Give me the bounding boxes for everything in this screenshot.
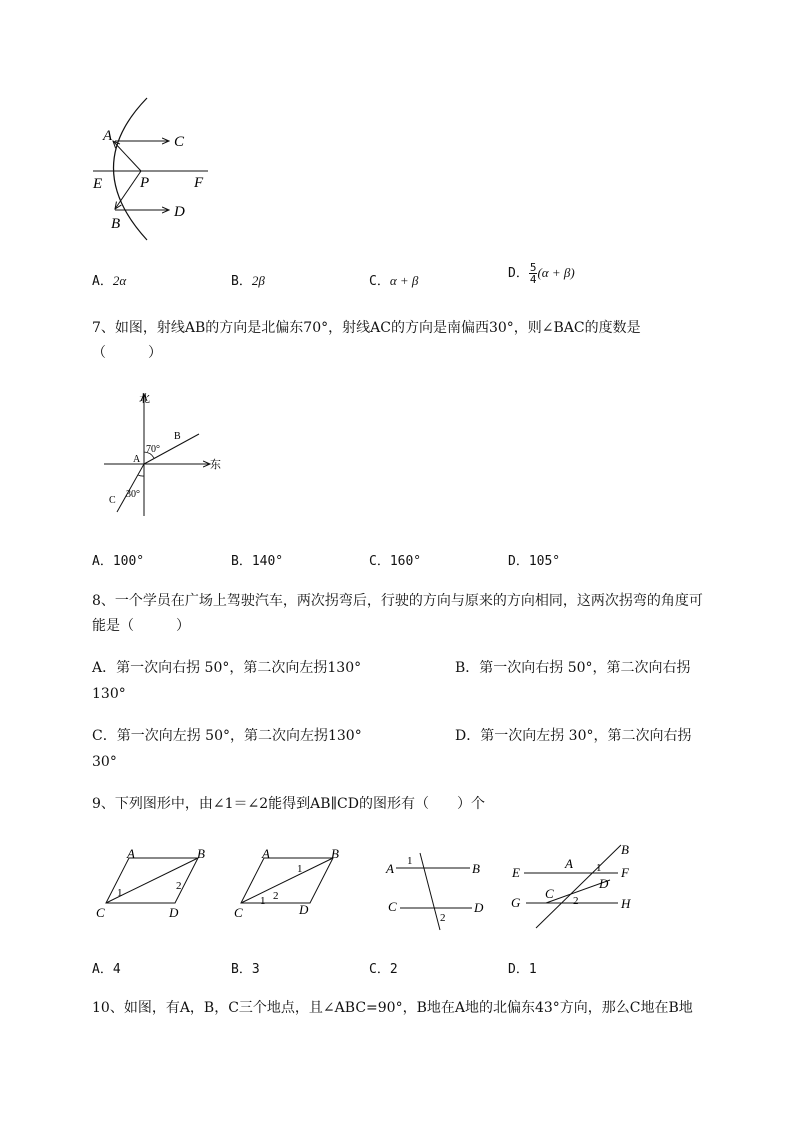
q9-option-b: B．3 [231, 962, 260, 977]
figure-q9-1 [92, 848, 217, 923]
label-30: 30° [126, 489, 140, 500]
q8-option-c: C．第一次向左拐 50°，第二次向左拐130° [92, 728, 362, 744]
label-G: G [511, 895, 521, 910]
q10-stem: 10、如图，有A，B，C三个地点，且∠ABC=90°，B地在A地的北偏东43°方向，那么C地在B地 [92, 1000, 693, 1016]
q7-option-a: A．100° [92, 554, 145, 569]
fraction-numerator: 5 [529, 261, 537, 274]
label-B: B [197, 848, 205, 861]
q7-stem-line2: （ ） [92, 345, 162, 361]
option-expr: 2α [112, 273, 127, 288]
label-north: 北 [139, 393, 150, 405]
label-D: D [169, 905, 179, 920]
label-F: F [194, 175, 204, 191]
label-P: P [140, 175, 150, 191]
label-2: 2 [176, 880, 182, 892]
q6-option-b [231, 270, 265, 289]
label-A: A [262, 848, 270, 861]
q9-option-d: D．1 [508, 962, 537, 977]
label-A: A [127, 848, 135, 861]
label-east: 东 [210, 459, 221, 471]
q8-option-b-line1: B．第一次向右拐 50°，第二次向右拐 [455, 660, 691, 676]
label-2: 2 [273, 890, 279, 902]
label-D: D [174, 204, 185, 220]
option-prefix: B． [231, 274, 252, 289]
q7-option-b: B．140° [231, 554, 284, 569]
q6-option-d [508, 262, 575, 285]
q9-option-a: A．4 [92, 962, 121, 977]
label-2: 2 [440, 912, 446, 924]
label-2: 2 [573, 895, 579, 907]
q8-option-b-line2: 130° [92, 686, 126, 702]
label-E: E [512, 865, 520, 880]
q8-stem-line2: 能是（ ） [92, 618, 190, 634]
label-B: B [331, 848, 339, 861]
option-expr: (α + β) [537, 265, 575, 280]
label-B: B [111, 216, 121, 232]
label-D: D [299, 902, 309, 917]
q7-option-d: D．105° [508, 554, 561, 569]
label-C: C [96, 905, 105, 920]
q8-option-d-line1: D．第一次向左拐 30°，第二次向右拐 [455, 728, 692, 744]
figure-q6-reflection [85, 95, 215, 245]
q7-stem-line1: 7、如图，射线AB的方向是北偏东70°，射线AC的方向是南偏西30°，则∠BAC的度数是 [92, 320, 641, 336]
q7-option-c: C．160° [369, 554, 422, 569]
figure-q9-4 [508, 840, 638, 930]
transversal [420, 853, 440, 930]
diagonal-CB [241, 858, 333, 903]
q6-option-a [92, 270, 126, 289]
label-1: 1 [117, 887, 123, 899]
label-1: 1 [407, 855, 413, 867]
label-C: C [545, 886, 554, 901]
label-70: 70° [146, 444, 160, 455]
label-1b: 1 [260, 895, 266, 907]
option-prefix: D． [508, 266, 529, 281]
ray-AC [117, 464, 144, 512]
label-C: C [388, 899, 397, 914]
label-C: C [174, 134, 185, 150]
figure-q9-2 [232, 848, 357, 923]
ray-PB [115, 171, 141, 209]
figure-q7-directions [98, 388, 228, 520]
label-A: A [103, 128, 113, 144]
label-H: H [621, 896, 631, 911]
label-C: C [109, 495, 116, 506]
label-B: B [621, 842, 629, 857]
q8-option-d-line2: 30° [92, 754, 117, 770]
label-C: C [234, 905, 243, 920]
ray-PA [113, 141, 141, 171]
q9-stem: 9、下列图形中，由∠1＝∠2能得到AB∥CD的图形有（ ）个 [92, 796, 485, 812]
label-D: D [599, 876, 609, 891]
angle-arc-30 [138, 475, 144, 476]
option-expr: 2β [251, 273, 265, 288]
label-A: A [386, 861, 394, 876]
fraction-denominator: 4 [529, 273, 537, 286]
label-B: B [472, 861, 480, 876]
option-expr: α + β [389, 273, 419, 288]
option-prefix: C． [369, 274, 390, 289]
q8-stem-line1: 8、一个学员在广场上驾驶汽车，两次拐弯后，行驶的方向与原来的方向相同，这两次拐弯的角度可 [92, 593, 703, 609]
q6-option-c [369, 270, 418, 289]
label-F: F [621, 865, 629, 880]
label-A: A [133, 454, 141, 465]
label-E: E [93, 176, 103, 192]
label-B: B [174, 431, 181, 442]
q9-option-c: C．2 [369, 962, 398, 977]
label-1: 1 [596, 862, 602, 874]
figure-q9-3 [380, 848, 500, 933]
label-1: 1 [297, 863, 303, 875]
q8-option-a: A．第一次向右拐 50°，第二次向左拐130° [92, 660, 362, 676]
label-A: A [565, 856, 573, 871]
option-prefix: A． [92, 274, 113, 289]
label-D: D [474, 900, 484, 915]
